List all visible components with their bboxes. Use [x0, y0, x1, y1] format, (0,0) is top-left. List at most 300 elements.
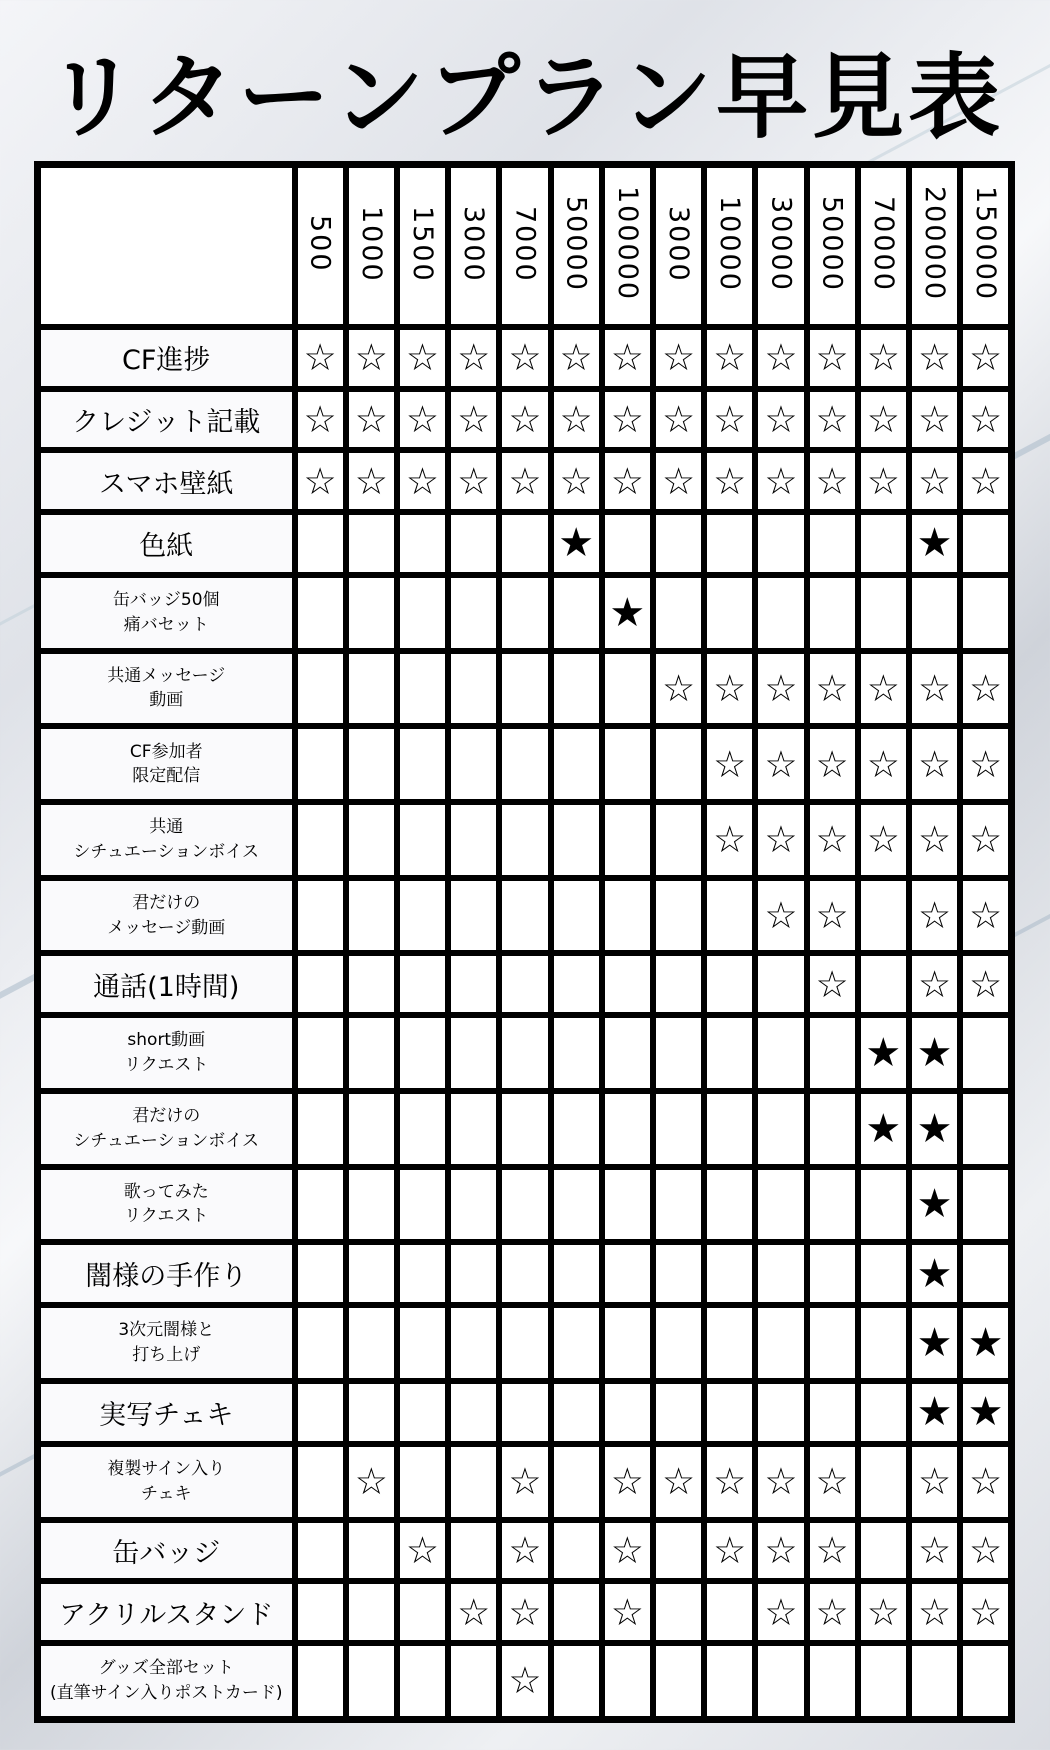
- outline-star-icon: ☆: [457, 397, 491, 441]
- tier-cell: [909, 1520, 960, 1582]
- tier-cell: [551, 1167, 602, 1243]
- tier-cell: [499, 802, 550, 878]
- tier-cell: [448, 953, 499, 1015]
- tier-cell: [448, 1381, 499, 1444]
- tier-cell: [397, 802, 448, 878]
- tier-cell: [499, 512, 550, 575]
- outline-star-icon: ☆: [713, 818, 747, 862]
- reward-label: 君だけの シチュエーションボイス: [38, 1091, 295, 1167]
- tier-cell: [909, 450, 960, 512]
- tier-cell: [909, 1015, 960, 1091]
- tier-cell: [653, 450, 704, 512]
- tier-cell: [295, 1305, 346, 1381]
- tier-cell: [858, 1643, 909, 1720]
- tier-cell: [346, 389, 397, 451]
- tier-cell: [755, 389, 806, 451]
- tier-cell: [807, 1643, 858, 1720]
- tier-cell: [653, 389, 704, 451]
- tier-cell: [295, 1520, 346, 1582]
- tier-cell: [397, 1643, 448, 1720]
- tier-cell: [807, 327, 858, 389]
- reward-label: 缶バッジ50個 痛バセット: [38, 575, 295, 651]
- outline-star-icon: ☆: [968, 962, 1003, 1006]
- tier-cell: [602, 512, 653, 575]
- reward-label: CF参加者 限定配信: [38, 726, 295, 802]
- tier-cell: [295, 726, 346, 802]
- tier-cell: [295, 1167, 346, 1243]
- tier-cell: [499, 1242, 550, 1305]
- tier-cell: [448, 389, 499, 451]
- tier-cell: [755, 575, 806, 651]
- tier-cell: [653, 651, 704, 727]
- outline-star-icon: ☆: [968, 336, 1003, 380]
- outline-star-icon: ☆: [917, 818, 952, 862]
- tier-cell: [960, 450, 1011, 512]
- tier-cell: [499, 575, 550, 651]
- outline-star-icon: ☆: [508, 459, 542, 503]
- tier-cell: [346, 1444, 397, 1520]
- tier-cell: [499, 1167, 550, 1243]
- tier-cell: [858, 802, 909, 878]
- tier-cell: [807, 953, 858, 1015]
- tier-cell: [960, 1381, 1011, 1444]
- table-row: [38, 1015, 1012, 1091]
- reward-label: 缶バッジ: [38, 1520, 295, 1582]
- outline-star-icon: ☆: [866, 459, 900, 503]
- tier-cell: [551, 726, 602, 802]
- tier-cell: [602, 1242, 653, 1305]
- outline-star-icon: ☆: [764, 1590, 798, 1634]
- reward-label: 共通 シチュエーションボイス: [38, 802, 295, 878]
- tier-cell: [397, 327, 448, 389]
- outline-star-icon: ☆: [764, 459, 798, 503]
- tier-cell: [960, 575, 1011, 651]
- tier-cell: [499, 878, 550, 954]
- outline-star-icon: ☆: [917, 894, 952, 938]
- outline-star-icon: ☆: [815, 1529, 849, 1572]
- filled-star-icon: ★: [865, 1105, 902, 1152]
- tier-cell: [295, 327, 346, 389]
- outline-star-icon: ☆: [457, 459, 491, 503]
- outline-star-icon: ☆: [713, 666, 747, 710]
- tier-cell: [397, 1581, 448, 1643]
- tier-cell: [704, 1015, 755, 1091]
- reward-label: 色紙: [38, 512, 295, 575]
- tier-cell: [653, 512, 704, 575]
- outline-star-icon: ☆: [917, 459, 952, 503]
- outline-star-icon: ☆: [917, 742, 952, 786]
- tier-cell: [551, 1643, 602, 1720]
- tier-cell: [602, 802, 653, 878]
- tier-cell: [704, 1520, 755, 1582]
- tier-cell: [551, 878, 602, 954]
- amount-label: 500: [304, 215, 336, 273]
- tier-cell: [755, 1167, 806, 1243]
- outline-star-icon: ☆: [917, 397, 952, 441]
- amount-label: 100000: [611, 186, 643, 302]
- reward-label: 複製サイン入り チェキ: [38, 1444, 295, 1520]
- table-row: [38, 1643, 1012, 1720]
- table-row: [38, 1242, 1012, 1305]
- outline-star-icon: ☆: [917, 666, 952, 710]
- tier-cell: [755, 512, 806, 575]
- outline-star-icon: ☆: [917, 1529, 952, 1572]
- table-row: [38, 1520, 1012, 1582]
- tier-cell: [704, 1643, 755, 1720]
- tier-cell: [602, 1305, 653, 1381]
- amount-header-cell: [755, 165, 806, 328]
- tier-cell: [551, 1305, 602, 1381]
- tier-cell: [602, 726, 653, 802]
- tier-cell: [551, 512, 602, 575]
- tier-cell: [295, 389, 346, 451]
- tier-cell: [295, 953, 346, 1015]
- tier-cell: [909, 1581, 960, 1643]
- tier-cell: [960, 512, 1011, 575]
- tier-cell: [807, 1015, 858, 1091]
- tier-cell: [704, 651, 755, 727]
- tier-cell: [858, 1520, 909, 1582]
- tier-cell: [551, 389, 602, 451]
- tier-cell: [807, 1242, 858, 1305]
- reward-label: 君だけの メッセージ動画: [38, 878, 295, 954]
- tier-cell: [346, 651, 397, 727]
- outline-star-icon: ☆: [303, 336, 337, 380]
- tier-cell: [960, 1520, 1011, 1582]
- tier-cell: [704, 802, 755, 878]
- outline-star-icon: ☆: [764, 742, 798, 786]
- reward-label: クレジット記載: [38, 389, 295, 451]
- tier-cell: [755, 1581, 806, 1643]
- tier-cell: [909, 327, 960, 389]
- amount-header-cell: [602, 165, 653, 328]
- outline-star-icon: ☆: [610, 1460, 644, 1504]
- tier-cell: [602, 327, 653, 389]
- tier-cell: [551, 1091, 602, 1167]
- tier-cell: [960, 389, 1011, 451]
- outline-star-icon: ☆: [508, 336, 542, 380]
- tier-cell: [346, 1581, 397, 1643]
- outline-star-icon: ☆: [917, 1460, 952, 1504]
- outline-star-icon: ☆: [610, 397, 644, 441]
- reward-label: グッズ全部セット (直筆サイン入りポストカード): [38, 1643, 295, 1720]
- outline-star-icon: ☆: [303, 397, 337, 441]
- outline-star-icon: ☆: [610, 1590, 644, 1634]
- tier-cell: [704, 953, 755, 1015]
- tier-cell: [960, 1015, 1011, 1091]
- tier-cell: [807, 1091, 858, 1167]
- tier-cell: [909, 878, 960, 954]
- outline-star-icon: ☆: [815, 962, 849, 1006]
- tier-cell: [960, 726, 1011, 802]
- outline-star-icon: ☆: [303, 459, 337, 503]
- tier-cell: [295, 1015, 346, 1091]
- table-row: [38, 389, 1012, 451]
- tier-cell: [448, 327, 499, 389]
- outline-star-icon: ☆: [610, 459, 644, 503]
- outline-star-icon: ☆: [764, 818, 798, 862]
- tier-cell: [653, 878, 704, 954]
- tier-cell: [807, 878, 858, 954]
- tier-cell: [909, 512, 960, 575]
- tier-cell: [397, 1444, 448, 1520]
- tier-cell: [346, 1520, 397, 1582]
- tier-cell: [858, 1242, 909, 1305]
- tier-cell: [960, 1091, 1011, 1167]
- tier-cell: [551, 1242, 602, 1305]
- tier-cell: [755, 651, 806, 727]
- tier-cell: [346, 1091, 397, 1167]
- tier-cell: [909, 1242, 960, 1305]
- tier-cell: [346, 327, 397, 389]
- filled-star-icon: ★: [865, 1029, 902, 1076]
- tier-cell: [346, 1381, 397, 1444]
- amount-label: 30000: [765, 196, 797, 292]
- tier-cell: [551, 953, 602, 1015]
- tier-cell: [653, 1381, 704, 1444]
- amount-header-cell: [448, 165, 499, 328]
- filled-star-icon: ★: [916, 1105, 953, 1152]
- tier-cell: [346, 450, 397, 512]
- tier-cell: [653, 1643, 704, 1720]
- tier-cell: [397, 1520, 448, 1582]
- outline-star-icon: ☆: [815, 397, 849, 441]
- outline-star-icon: ☆: [968, 818, 1003, 862]
- outline-star-icon: ☆: [713, 742, 747, 786]
- tier-cell: [807, 512, 858, 575]
- outline-star-icon: ☆: [815, 666, 849, 710]
- tier-cell: [602, 450, 653, 512]
- reward-label: 闇様の手作り: [38, 1242, 295, 1305]
- table-row: [38, 953, 1012, 1015]
- tier-cell: [960, 327, 1011, 389]
- outline-star-icon: ☆: [764, 894, 798, 938]
- tier-cell: [960, 878, 1011, 954]
- tier-cell: [346, 1242, 397, 1305]
- outline-star-icon: ☆: [866, 742, 900, 786]
- amount-label: 1000: [355, 205, 387, 283]
- tier-cell: [448, 1015, 499, 1091]
- tier-cell: [858, 1305, 909, 1381]
- filled-star-icon: ★: [558, 520, 595, 567]
- tier-cell: [295, 575, 346, 651]
- table-row: [38, 802, 1012, 878]
- tier-cell: [295, 512, 346, 575]
- outline-star-icon: ☆: [354, 459, 388, 503]
- tier-cell: [295, 450, 346, 512]
- tier-cell: [295, 1643, 346, 1720]
- tier-cell: [807, 1381, 858, 1444]
- tier-cell: [397, 575, 448, 651]
- tier-cell: [499, 1091, 550, 1167]
- tier-cell: [704, 575, 755, 651]
- outline-star-icon: ☆: [968, 1529, 1003, 1572]
- outline-star-icon: ☆: [917, 962, 952, 1006]
- tier-cell: [653, 575, 704, 651]
- tier-cell: [960, 1305, 1011, 1381]
- tier-cell: [960, 1581, 1011, 1643]
- table-row: [38, 1091, 1012, 1167]
- tier-cell: [499, 1015, 550, 1091]
- outline-star-icon: ☆: [815, 459, 849, 503]
- tier-cell: [755, 1381, 806, 1444]
- tier-cell: [653, 1444, 704, 1520]
- tier-cell: [397, 878, 448, 954]
- outline-star-icon: ☆: [815, 1460, 849, 1504]
- outline-star-icon: ☆: [405, 336, 440, 380]
- tier-cell: [295, 1581, 346, 1643]
- amount-label: 150000: [970, 186, 1002, 302]
- tier-cell: [346, 1167, 397, 1243]
- tier-cell: [755, 953, 806, 1015]
- outline-star-icon: ☆: [866, 1590, 900, 1634]
- tier-cell: [295, 1091, 346, 1167]
- tier-cell: [397, 953, 448, 1015]
- amount-header-cell: [346, 165, 397, 328]
- outline-star-icon: ☆: [713, 336, 747, 380]
- tier-cell: [909, 389, 960, 451]
- tier-cell: [448, 878, 499, 954]
- tier-cell: [295, 1242, 346, 1305]
- tier-cell: [909, 1643, 960, 1720]
- outline-star-icon: ☆: [661, 397, 696, 441]
- tier-cell: [602, 1015, 653, 1091]
- filled-star-icon: ★: [967, 1320, 1004, 1367]
- tier-cell: [909, 1305, 960, 1381]
- tier-cell: [807, 1444, 858, 1520]
- tier-cell: [448, 1091, 499, 1167]
- tier-cell: [653, 1091, 704, 1167]
- tier-cell: [704, 1091, 755, 1167]
- tier-cell: [499, 726, 550, 802]
- tier-cell: [397, 1091, 448, 1167]
- tier-cell: [499, 450, 550, 512]
- amount-label: 7000: [509, 205, 541, 283]
- tier-cell: [397, 450, 448, 512]
- tier-cell: [807, 651, 858, 727]
- amount-header-cell: [960, 165, 1011, 328]
- tier-cell: [346, 512, 397, 575]
- outline-star-icon: ☆: [917, 1590, 952, 1634]
- tier-cell: [755, 1091, 806, 1167]
- tier-cell: [602, 878, 653, 954]
- tier-cell: [755, 327, 806, 389]
- amount-header-cell: [397, 165, 448, 328]
- amount-header-cell: [551, 165, 602, 328]
- tier-cell: [807, 575, 858, 651]
- filled-star-icon: ★: [916, 1181, 953, 1228]
- tier-cell: [807, 1305, 858, 1381]
- tier-cell: [704, 512, 755, 575]
- tier-cell: [858, 953, 909, 1015]
- tier-cell: [499, 1444, 550, 1520]
- tier-cell: [499, 1581, 550, 1643]
- tier-cell: [704, 878, 755, 954]
- tier-cell: [807, 1167, 858, 1243]
- outline-star-icon: ☆: [713, 1460, 747, 1504]
- tier-cell: [909, 575, 960, 651]
- outline-star-icon: ☆: [968, 397, 1003, 441]
- tier-cell: [704, 327, 755, 389]
- tier-cell: [397, 726, 448, 802]
- outline-star-icon: ☆: [661, 666, 696, 710]
- tier-cell: [499, 327, 550, 389]
- outline-star-icon: ☆: [661, 1460, 696, 1504]
- filled-star-icon: ★: [916, 1389, 953, 1436]
- reward-label: 共通メッセージ 動画: [38, 651, 295, 727]
- outline-star-icon: ☆: [968, 1460, 1003, 1504]
- reward-label: 実写チェキ: [38, 1381, 295, 1444]
- outline-star-icon: ☆: [559, 336, 593, 380]
- return-plan-table: [34, 161, 1015, 1723]
- tier-cell: [448, 1167, 499, 1243]
- tier-cell: [346, 953, 397, 1015]
- tier-cell: [602, 1520, 653, 1582]
- tier-cell: [653, 802, 704, 878]
- tier-cell: [960, 1444, 1011, 1520]
- outline-star-icon: ☆: [866, 336, 900, 380]
- tier-cell: [499, 1381, 550, 1444]
- tier-cell: [602, 389, 653, 451]
- reward-label: 通話(1時間): [38, 953, 295, 1015]
- tier-cell: [704, 1305, 755, 1381]
- tier-cell: [346, 726, 397, 802]
- outline-star-icon: ☆: [866, 397, 900, 441]
- tier-cell: [499, 953, 550, 1015]
- tier-cell: [448, 1520, 499, 1582]
- tier-cell: [755, 1643, 806, 1720]
- tier-cell: [602, 1444, 653, 1520]
- tier-cell: [499, 1643, 550, 1720]
- outline-star-icon: ☆: [764, 336, 798, 380]
- tier-cell: [858, 575, 909, 651]
- tier-cell: [909, 802, 960, 878]
- tier-cell: [448, 1581, 499, 1643]
- tier-cell: [653, 1167, 704, 1243]
- tier-cell: [704, 450, 755, 512]
- tier-cell: [346, 575, 397, 651]
- amount-header-cell: [653, 165, 704, 328]
- outline-star-icon: ☆: [508, 1659, 542, 1703]
- tier-cell: [704, 1381, 755, 1444]
- tier-cell: [858, 651, 909, 727]
- amount-header-cell: [295, 165, 346, 328]
- outline-star-icon: ☆: [764, 397, 798, 441]
- tier-cell: [602, 1091, 653, 1167]
- outline-star-icon: ☆: [764, 1529, 798, 1572]
- tier-cell: [858, 512, 909, 575]
- tier-cell: [755, 802, 806, 878]
- tier-cell: [448, 1643, 499, 1720]
- tier-cell: [448, 726, 499, 802]
- page-title: リターンプラン早見表: [45, 44, 1005, 151]
- outline-star-icon: ☆: [917, 336, 952, 380]
- amount-header-cell: [499, 165, 550, 328]
- outline-star-icon: ☆: [559, 397, 593, 441]
- outline-star-icon: ☆: [968, 666, 1003, 710]
- outline-star-icon: ☆: [815, 336, 849, 380]
- tier-cell: [602, 651, 653, 727]
- tier-cell: [295, 1381, 346, 1444]
- tier-cell: [858, 1381, 909, 1444]
- tier-cell: [653, 1242, 704, 1305]
- tier-cell: [960, 651, 1011, 727]
- outline-star-icon: ☆: [508, 1529, 542, 1572]
- tier-cell: [397, 651, 448, 727]
- tier-cell: [295, 802, 346, 878]
- table-row: [38, 1581, 1012, 1643]
- amount-label: 50000: [560, 196, 592, 292]
